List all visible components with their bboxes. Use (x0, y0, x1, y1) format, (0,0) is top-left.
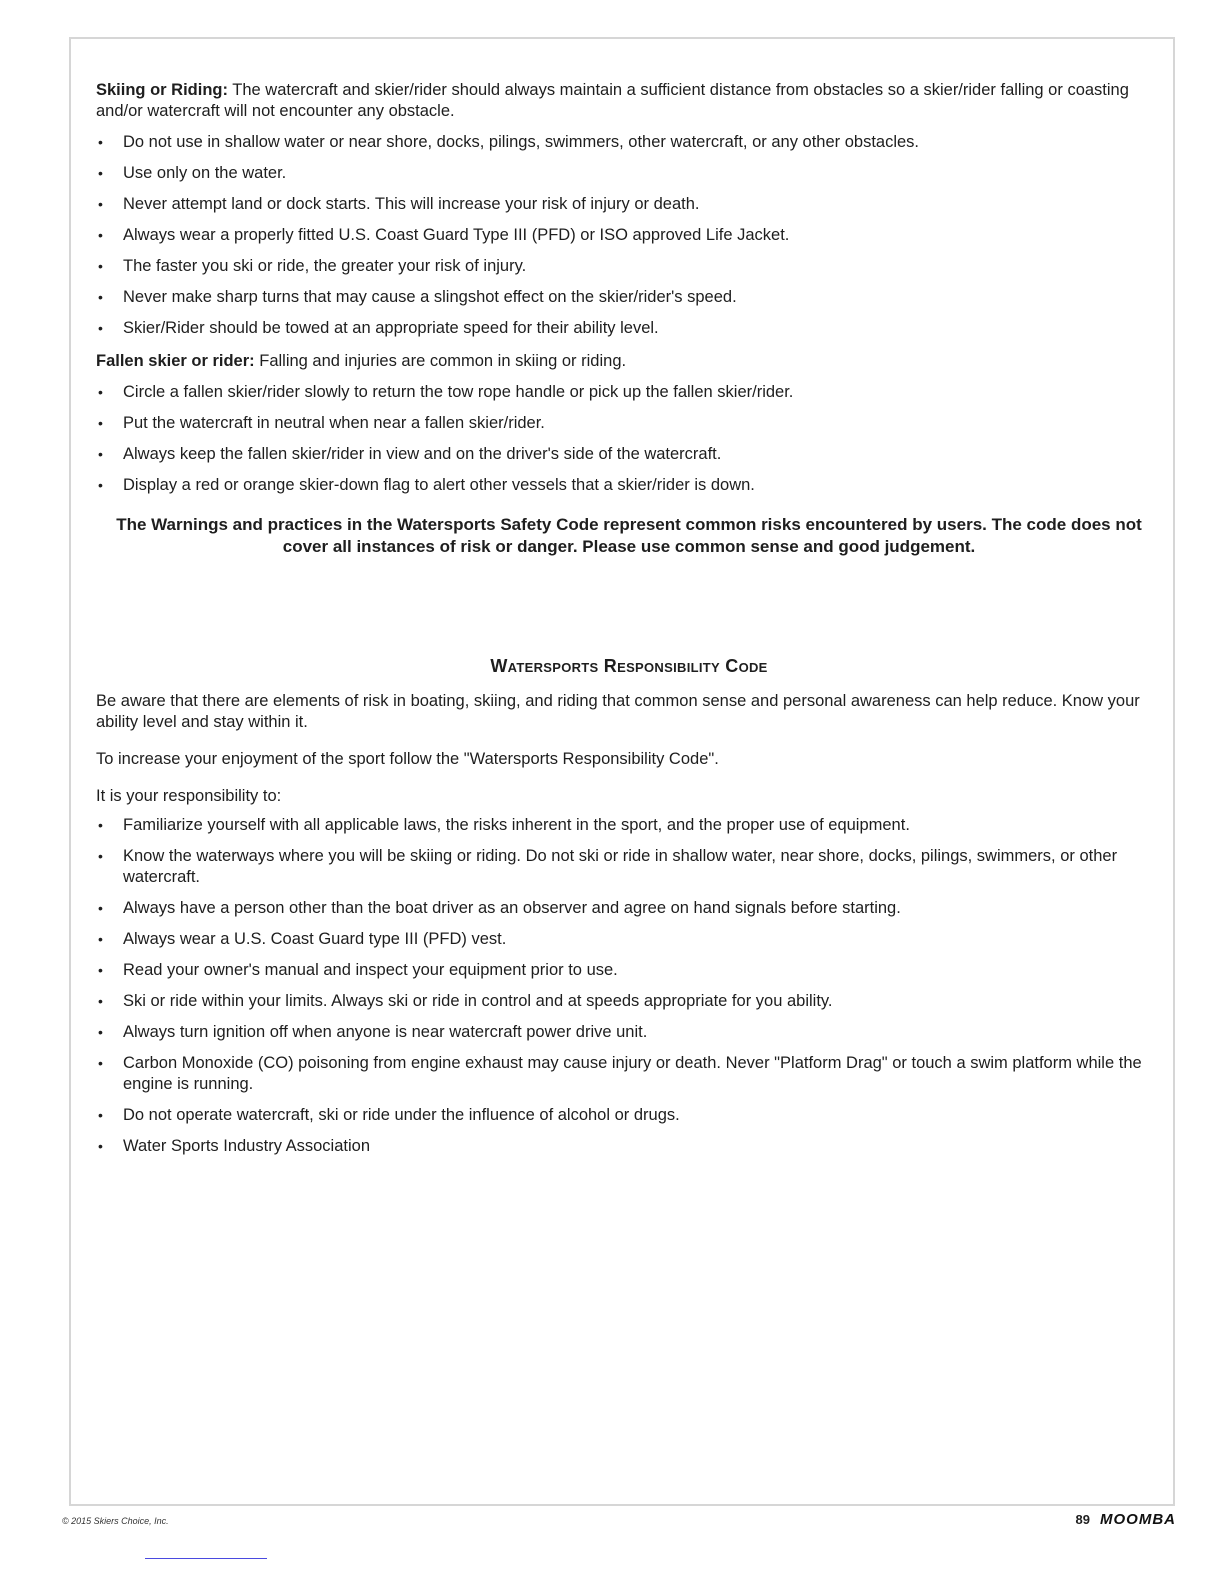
list-item (96, 960, 1162, 981)
bullet-icon: • (98, 320, 103, 336)
list-item (96, 991, 1162, 1012)
bullet-icon: • (98, 817, 103, 833)
list-item-text: Always turn ignition off when anyone is near watercraft power drive unit. (123, 1023, 648, 1041)
list-item (96, 444, 1162, 465)
list-item-text: Water Sports Industry Association (123, 1137, 370, 1155)
list-item (96, 194, 1162, 215)
fallen-intro-text: Falling and injuries are common in skiing or riding. (254, 352, 627, 370)
list-item-text: Never attempt land or dock starts. This will increase your risk of injury or death. (123, 195, 700, 213)
list-item (96, 132, 1162, 153)
copyright-notice: © 2015 Skiers Choice, Inc. (62, 1516, 169, 1526)
brand-logo: MOOMBA (1100, 1511, 1176, 1528)
list-item-text: Do not use in shallow water or near shore, docks, pilings, swimmers, other watercraft, or any other obstacles. (123, 133, 920, 151)
list-item-text: Skier/Rider should be towed at an appropriate speed for their ability level. (123, 319, 659, 337)
list-item-text: Carbon Monoxide (CO) poisoning from engine exhaust may cause injury or death. Never "Platform Drag" or touch a swim platform while the engine is running. (123, 1054, 1142, 1093)
list-item-text: Circle a fallen skier/rider slowly to return the tow rope handle or pick up the fallen skier/rider. (123, 383, 794, 401)
list-item (96, 287, 1162, 308)
list-item-text: Always wear a U.S. Coast Guard type III (PFD) vest. (123, 930, 507, 948)
list-item (96, 413, 1162, 434)
responsibility-para-2: To increase your enjoyment of the sport follow the "Watersports Responsibility Code". (96, 750, 719, 768)
bullet-icon: • (98, 477, 103, 493)
list-item-text: Use only on the water. (123, 164, 287, 182)
list-item (96, 382, 1162, 403)
bullet-icon: • (98, 384, 103, 400)
section-title: Watersports Responsibility Code (490, 656, 768, 676)
bullet-icon: • (98, 848, 103, 864)
list-item-text: Know the waterways where you will be skiing or riding. Do not ski or ride in shallow water, near shore, docks, pilings, swimmers, or other watercraft. (123, 847, 1118, 886)
bullet-icon: • (98, 134, 103, 150)
list-item-text: Always have a person other than the boat driver as an observer and agree on hand signals before starting. (123, 899, 901, 917)
fallen-intro (96, 351, 1162, 372)
list-item (96, 815, 1162, 836)
document-body (96, 80, 1162, 1169)
responsibility-list (96, 815, 1162, 1157)
list-item (96, 256, 1162, 277)
bullet-icon: • (98, 227, 103, 243)
bullet-icon: • (98, 446, 103, 462)
list-item-text: Ski or ride within your limits. Always ski or ride in control and at speeds appropriate for you ability. (123, 992, 833, 1010)
skiing-heading: Skiing or Riding: (96, 81, 228, 99)
bullet-icon: • (98, 415, 103, 431)
bullet-icon: • (98, 289, 103, 305)
bullet-icon: • (98, 1107, 103, 1123)
list-item-text: The faster you ski or ride, the greater your risk of injury. (123, 257, 527, 275)
list-item (96, 846, 1162, 888)
fallen-list (96, 382, 1162, 496)
list-item-text: Familiarize yourself with all applicable laws, the risks inherent in the sport, and the proper use of equipment. (123, 816, 910, 834)
bullet-icon: • (98, 1138, 103, 1154)
skiing-intro (96, 80, 1162, 122)
skiing-list (96, 132, 1162, 339)
page-footer (1076, 1511, 1176, 1528)
list-item-text: Do not operate watercraft, ski or ride under the influence of alcohol or drugs. (123, 1106, 680, 1124)
list-item (96, 163, 1162, 184)
list-item-text: Always wear a properly fitted U.S. Coast Guard Type III (PFD) or ISO approved Life Jacket. (123, 226, 790, 244)
bullet-icon: • (98, 196, 103, 212)
list-item-text: Never make sharp turns that may cause a slingshot effect on the skier/rider's speed. (123, 288, 737, 306)
bullet-icon: • (98, 1024, 103, 1040)
list-item-text: Put the watercraft in neutral when near a fallen skier/rider. (123, 414, 545, 432)
bullet-icon: • (98, 900, 103, 916)
responsibility-para-3: It is your responsibility to: (96, 787, 282, 805)
safety-code-notice: The Warnings and practices in the Watersports Safety Code represent common risks encountered by users. The code does not cover all instances of risk or danger. Please use common sense and good judgement. (116, 515, 1142, 556)
bullet-icon: • (98, 165, 103, 181)
list-item-text: Read your owner's manual and inspect your equipment prior to use. (123, 961, 618, 979)
responsibility-section (96, 691, 1162, 1157)
page-number: 89 (1075, 1512, 1090, 1527)
list-item (96, 1022, 1162, 1043)
bullet-icon: • (98, 1055, 103, 1071)
bullet-icon: • (98, 931, 103, 947)
link-underline (145, 1558, 267, 1559)
list-item (96, 1053, 1162, 1095)
list-item (96, 929, 1162, 950)
skiing-intro-text: The watercraft and skier/rider should always maintain a sufficient distance from obstacles so a skier/rider falling or coasting and/or watercraft will not encounter any obstacle. (96, 81, 1129, 120)
list-item-text: Always keep the fallen skier/rider in view and on the driver's side of the watercraft. (123, 445, 722, 463)
bullet-icon: • (98, 258, 103, 274)
bullet-icon: • (98, 962, 103, 978)
list-item (96, 225, 1162, 246)
list-item (96, 1105, 1162, 1126)
responsibility-para-1: Be aware that there are elements of risk in boating, skiing, and riding that common sense and personal awareness can help reduce. Know your ability level and stay within it. (96, 692, 1140, 731)
list-item (96, 318, 1162, 339)
bullet-icon: • (98, 993, 103, 1009)
list-item (96, 898, 1162, 919)
fallen-heading: Fallen skier or rider: (96, 352, 255, 370)
list-item (96, 475, 1162, 496)
list-item-text: Display a red or orange skier-down flag to alert other vessels that a skier/rider is down. (123, 476, 755, 494)
list-item (96, 1136, 1162, 1157)
